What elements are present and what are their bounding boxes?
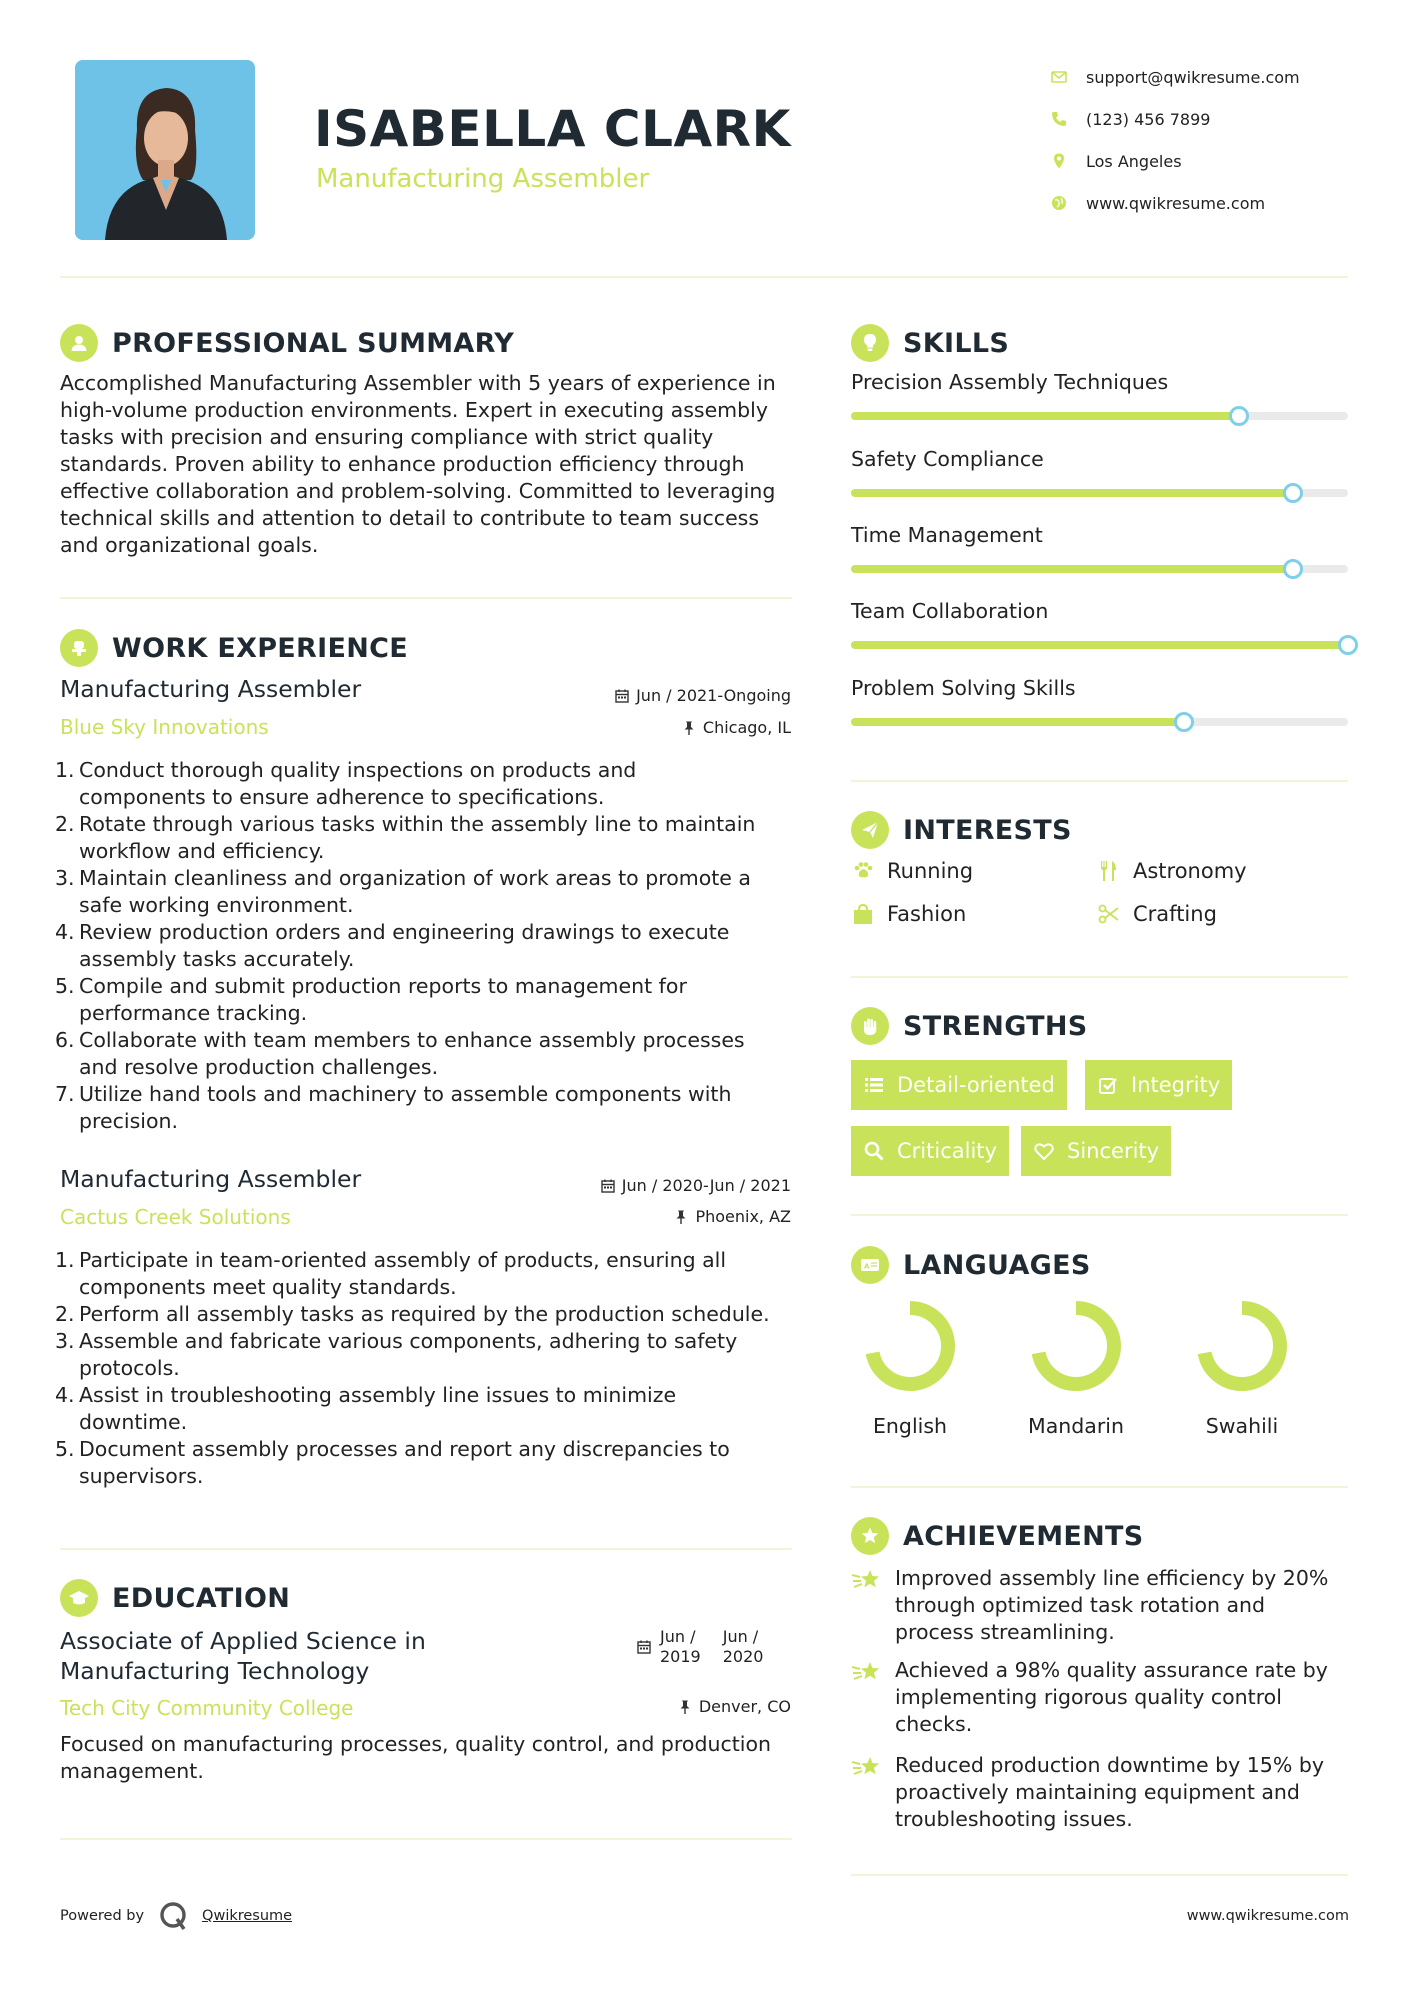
achievements-title: ACHIEVEMENTS	[903, 1520, 1144, 1552]
contact-location	[1050, 140, 1380, 182]
strength-tag	[1085, 1060, 1232, 1110]
duty-item: 3. Maintain cleanliness and organization of work areas to promote a safe working environment.	[55, 866, 751, 917]
calendar-icon	[614, 688, 630, 704]
briefcase-icon	[60, 629, 98, 667]
profile-photo	[75, 60, 255, 240]
lightbulb-icon	[851, 324, 889, 362]
skill-bar-track	[851, 489, 1348, 497]
paw-icon	[851, 859, 875, 883]
strength-label: Integrity	[1131, 1073, 1221, 1097]
strength-tag	[1021, 1126, 1171, 1176]
experience-heading	[60, 628, 408, 668]
duty-item: 1. Conduct thorough quality inspections on products and components to ensure adherence to specifications.	[55, 758, 637, 809]
summary-line: Accomplished Manufacturing Assembler with 5 years of experience in	[60, 371, 776, 395]
achievement-item	[851, 1565, 1351, 1646]
language-level-ring	[1028, 1298, 1124, 1394]
languages-divider	[851, 1486, 1348, 1488]
duty-item: 2. Rotate through various tasks within the assembly line to maintain workflow and efficiency.	[55, 812, 756, 863]
languages-title: LANGUAGES	[903, 1249, 1091, 1281]
qwikresume-link[interactable]: Qwikresume	[202, 1908, 293, 1924]
job-2-company: Cactus Creek Solutions	[60, 1205, 291, 1229]
contact-phone-text: (123) 456 7899	[1086, 109, 1211, 129]
skill-bar-track	[851, 718, 1348, 726]
phone-icon	[1050, 110, 1086, 128]
school-name: Tech City Community College	[60, 1696, 354, 1720]
language-name: English	[872, 1414, 948, 1438]
search-icon	[863, 1140, 885, 1162]
strength-label: Detail-oriented	[897, 1073, 1055, 1097]
interest-label: Crafting	[1133, 902, 1217, 926]
experience-title: WORK EXPERIENCE	[112, 632, 408, 664]
skill-bar-knob	[1283, 559, 1303, 579]
education-description: Focused on manufacturing processes, quality control, and production management.	[60, 1732, 771, 1783]
strengths-heading	[851, 1006, 1088, 1046]
duty-item: 5. Document assembly processes and report any discrepancies to supervisors.	[55, 1437, 730, 1488]
degree-line: Manufacturing Technology	[60, 1657, 370, 1685]
paper-plane-icon	[851, 811, 889, 849]
contact-phone[interactable]	[1050, 98, 1380, 140]
job-1-title: Manufacturing Assembler	[60, 675, 362, 703]
skill-bar-knob	[1283, 483, 1303, 503]
contact-website-text: www.qwikresume.com	[1086, 193, 1266, 213]
education-end: Jun / 2020	[722, 1627, 764, 1666]
interests-title: INTERESTS	[903, 814, 1072, 846]
calendar-icon	[600, 1178, 616, 1194]
skills-heading	[851, 323, 1009, 363]
skill-item	[851, 676, 1348, 726]
job-1-location	[681, 718, 791, 737]
job-1-company: Blue Sky Innovations	[60, 715, 269, 739]
skill-item	[851, 370, 1348, 420]
summary-line: standards. Proven ability to enhance production efficiency through	[60, 452, 745, 476]
job-1-location-text: Chicago, IL	[702, 718, 791, 737]
heart-icon	[1033, 1140, 1055, 1162]
strengths-divider	[851, 1214, 1348, 1216]
interest-label: Running	[887, 859, 974, 883]
education-title: EDUCATION	[112, 1582, 291, 1614]
interests-divider	[851, 976, 1348, 978]
fork-knife-icon	[1097, 859, 1121, 883]
skill-name: Problem Solving Skills	[851, 676, 1076, 700]
achievements-divider	[851, 1874, 1348, 1876]
summary-line: technical skills and attention to detail to contribute to team success	[60, 506, 760, 530]
skill-bar-fill	[851, 565, 1293, 573]
shooting-star-icon	[851, 1752, 895, 1833]
footer-website[interactable]: www.qwikresume.com	[1186, 1908, 1349, 1924]
education-divider	[60, 1838, 792, 1840]
shooting-star-icon	[851, 1565, 895, 1646]
achievements-heading	[851, 1516, 1144, 1556]
summary-line: effective collaboration and problem-solving. Committed to leveraging	[60, 479, 776, 503]
skill-name: Team Collaboration	[851, 599, 1049, 623]
contact-website[interactable]	[1050, 182, 1380, 224]
achievement-text: Improved assembly line efficiency by 20% through optimized task rotation and process streamlining.	[895, 1566, 1329, 1644]
pushpin-icon	[677, 1699, 693, 1715]
job-2-location	[673, 1207, 791, 1226]
contact-list	[1050, 56, 1380, 224]
duty-item: 4. Assist in troubleshooting assembly line issues to minimize downtime.	[55, 1383, 677, 1434]
envelope-icon	[1050, 68, 1086, 86]
duty-item: 1. Participate in team-oriented assembly of products, ensuring all components meet quality standards.	[55, 1248, 727, 1299]
skill-bar-track	[851, 641, 1348, 649]
summary-line: tasks with precision and ensuring compliance with strict quality	[60, 425, 714, 449]
skill-name: Time Management	[851, 523, 1043, 547]
skills-title: SKILLS	[903, 327, 1010, 359]
interest-item	[851, 902, 966, 926]
education-heading	[60, 1578, 290, 1618]
language-item	[1182, 1298, 1302, 1438]
skill-bar-track	[851, 565, 1348, 573]
job-1-date-text: Jun / 2021-Ongoing	[636, 686, 791, 705]
skill-name: Safety Compliance	[851, 447, 1044, 471]
strength-label: Sincerity	[1067, 1139, 1160, 1163]
duty-item: 5. Compile and submit production reports to management for performance tracking.	[55, 974, 687, 1025]
education-location	[677, 1697, 791, 1716]
interest-item	[1097, 902, 1217, 926]
experience-divider	[60, 1548, 792, 1550]
globe-icon	[1050, 194, 1086, 212]
contact-location-text: Los Angeles	[1086, 151, 1182, 171]
summary-line: and organizational goals.	[60, 533, 319, 557]
achievement-item	[851, 1752, 1351, 1833]
user-icon	[60, 324, 98, 362]
scissors-icon	[1097, 902, 1121, 926]
job-2-date	[600, 1176, 791, 1195]
language-level-ring	[862, 1298, 958, 1394]
skill-bar-track	[851, 412, 1348, 420]
skill-item	[851, 447, 1348, 497]
language-item	[1016, 1298, 1136, 1438]
achievement-text: Achieved a 98% quality assurance rate by implementing rigorous quality control checks.	[895, 1658, 1328, 1736]
strengths-title: STRENGTHS	[903, 1010, 1088, 1042]
skill-bar-knob	[1229, 406, 1249, 426]
education-dates	[636, 1627, 763, 1667]
skill-bar-knob	[1338, 635, 1358, 655]
summary-text	[60, 370, 800, 559]
svg-text:A: A	[864, 1262, 870, 1271]
hand-icon	[851, 1007, 889, 1045]
candidate-role: Manufacturing Assembler	[316, 164, 650, 194]
qwikresume-logo-icon	[158, 1900, 190, 1932]
summary-title: PROFESSIONAL SUMMARY	[112, 327, 515, 359]
achievement-text: Reduced production downtime by 15% by proactively maintaining equipment and troubleshooting issues.	[895, 1753, 1324, 1831]
summary-divider	[60, 597, 792, 599]
language-icon	[851, 1246, 889, 1284]
pushpin-icon	[681, 720, 697, 736]
skill-bar-fill	[851, 641, 1348, 649]
language-item	[850, 1298, 970, 1438]
interest-item	[851, 859, 973, 883]
graduation-cap-icon	[60, 1579, 98, 1617]
duty-item: 3. Assemble and fabricate various components, adhering to safety protocols.	[55, 1329, 738, 1380]
interest-item	[1097, 859, 1247, 883]
degree-title	[60, 1626, 426, 1686]
duty-item: 6. Collaborate with team members to enhance assembly processes and resolve production challenges.	[55, 1028, 745, 1079]
job-2-location-text: Phoenix, AZ	[695, 1207, 791, 1226]
skill-bar-knob	[1174, 712, 1194, 732]
header-divider	[60, 276, 1348, 278]
calendar-icon	[636, 1639, 652, 1655]
powered-by-label: Powered by	[60, 1908, 145, 1924]
star-badge-icon	[851, 1517, 889, 1555]
skill-name: Precision Assembly Techniques	[851, 370, 1169, 394]
job-2-duties	[55, 1247, 795, 1490]
job-2-date-text: Jun / 2020-Jun / 2021	[621, 1176, 791, 1195]
strength-tag	[851, 1126, 1009, 1176]
skill-bar-fill	[851, 718, 1184, 726]
location-pin-icon	[1050, 152, 1086, 170]
shooting-star-icon	[851, 1657, 895, 1738]
duty-item: 2. Perform all assembly tasks as required by the production schedule.	[55, 1302, 770, 1326]
language-name: Swahili	[1205, 1414, 1279, 1438]
achievement-item	[851, 1657, 1351, 1738]
summary-heading	[60, 323, 514, 363]
summary-line: high-volume production environments. Expert in executing assembly	[60, 398, 768, 422]
skill-bar-fill	[851, 412, 1239, 420]
strength-label: Criticality	[897, 1139, 997, 1163]
contact-email[interactable]	[1050, 56, 1380, 98]
language-name: Mandarin	[1028, 1414, 1124, 1438]
job-1-duties	[55, 757, 795, 1135]
interest-label: Fashion	[887, 902, 967, 926]
skills-divider	[851, 780, 1348, 782]
shopping-bag-icon	[851, 902, 875, 926]
footer-powered-by	[60, 1900, 292, 1932]
list-icon	[863, 1074, 885, 1096]
languages-heading	[851, 1245, 1091, 1285]
education-start: Jun / 2019	[660, 1627, 701, 1666]
skill-bar-fill	[851, 489, 1293, 497]
skill-item	[851, 523, 1348, 573]
duty-item: 4. Review production orders and engineering drawings to execute assembly tasks accurately.	[55, 920, 730, 971]
duty-item: 7. Utilize hand tools and machinery to assemble components with precision.	[55, 1082, 732, 1133]
job-2-title: Manufacturing Assembler	[60, 1165, 362, 1193]
pushpin-icon	[673, 1209, 689, 1225]
interest-label: Astronomy	[1133, 859, 1247, 883]
job-1-date	[614, 686, 791, 705]
check-square-icon	[1097, 1074, 1119, 1096]
language-level-ring	[1194, 1298, 1290, 1394]
strength-tag	[851, 1060, 1067, 1110]
interests-heading	[851, 810, 1072, 850]
education-location-text: Denver, CO	[698, 1697, 791, 1716]
degree-line: Associate of Applied Science in	[60, 1627, 426, 1655]
candidate-name: ISABELLA CLARK	[314, 100, 791, 158]
contact-email-text: support@qwikresume.com	[1086, 67, 1300, 87]
skill-item	[851, 599, 1348, 649]
